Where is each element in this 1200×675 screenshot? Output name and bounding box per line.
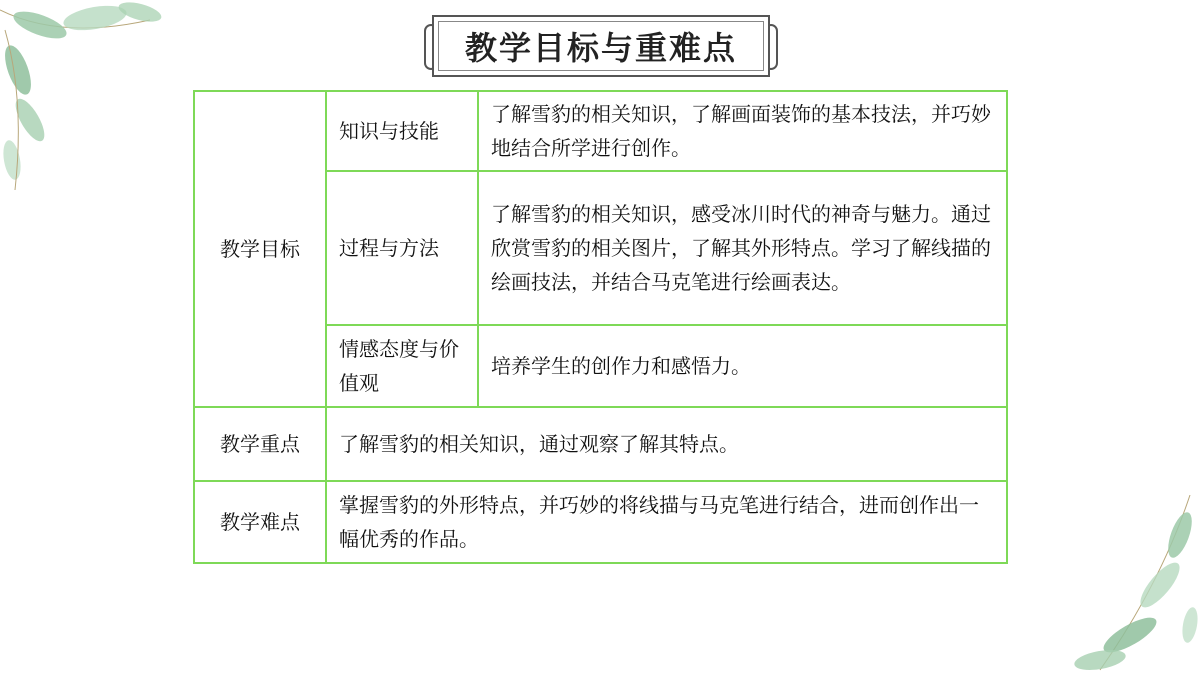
aspect-knowledge: 知识与技能 — [326, 91, 478, 171]
title-banner — [432, 15, 770, 77]
content-process: 了解雪豹的相关知识，感受冰川时代的神奇与魅力。通过欣赏雪豹的相关图片，了解其外形特点。学习了解线描的绘画技法，并结合马克笔进行绘画表达。 — [478, 171, 1007, 325]
key-point-content: 了解雪豹的相关知识，通过观察了解其特点。 — [326, 407, 1007, 481]
leaf-decoration-bottom-right — [1040, 495, 1200, 675]
key-point-label: 教学重点 — [194, 407, 326, 481]
content-knowledge: 了解雪豹的相关知识，了解画面装饰的基本技法，并巧妙地结合所学进行创作。 — [478, 91, 1007, 171]
content-attitude: 培养学生的创作力和感悟力。 — [478, 325, 1007, 407]
aspect-attitude: 情感态度与价值观 — [326, 325, 478, 407]
leaf-decoration-top-left — [0, 0, 170, 200]
page-title: 教学目标与重难点 — [464, 29, 737, 67]
table-row — [194, 481, 1007, 563]
difficulty-label: 教学难点 — [194, 481, 326, 563]
objectives-label: 教学目标 — [194, 91, 326, 407]
table-row — [194, 91, 1007, 171]
difficulty-content: 掌握雪豹的外形特点，并巧妙的将线描与马克笔进行结合，进而创作出一幅优秀的作品。 — [326, 481, 1007, 563]
table-row — [194, 407, 1007, 481]
teaching-goals-table — [193, 90, 1008, 564]
aspect-process: 过程与方法 — [326, 171, 478, 325]
